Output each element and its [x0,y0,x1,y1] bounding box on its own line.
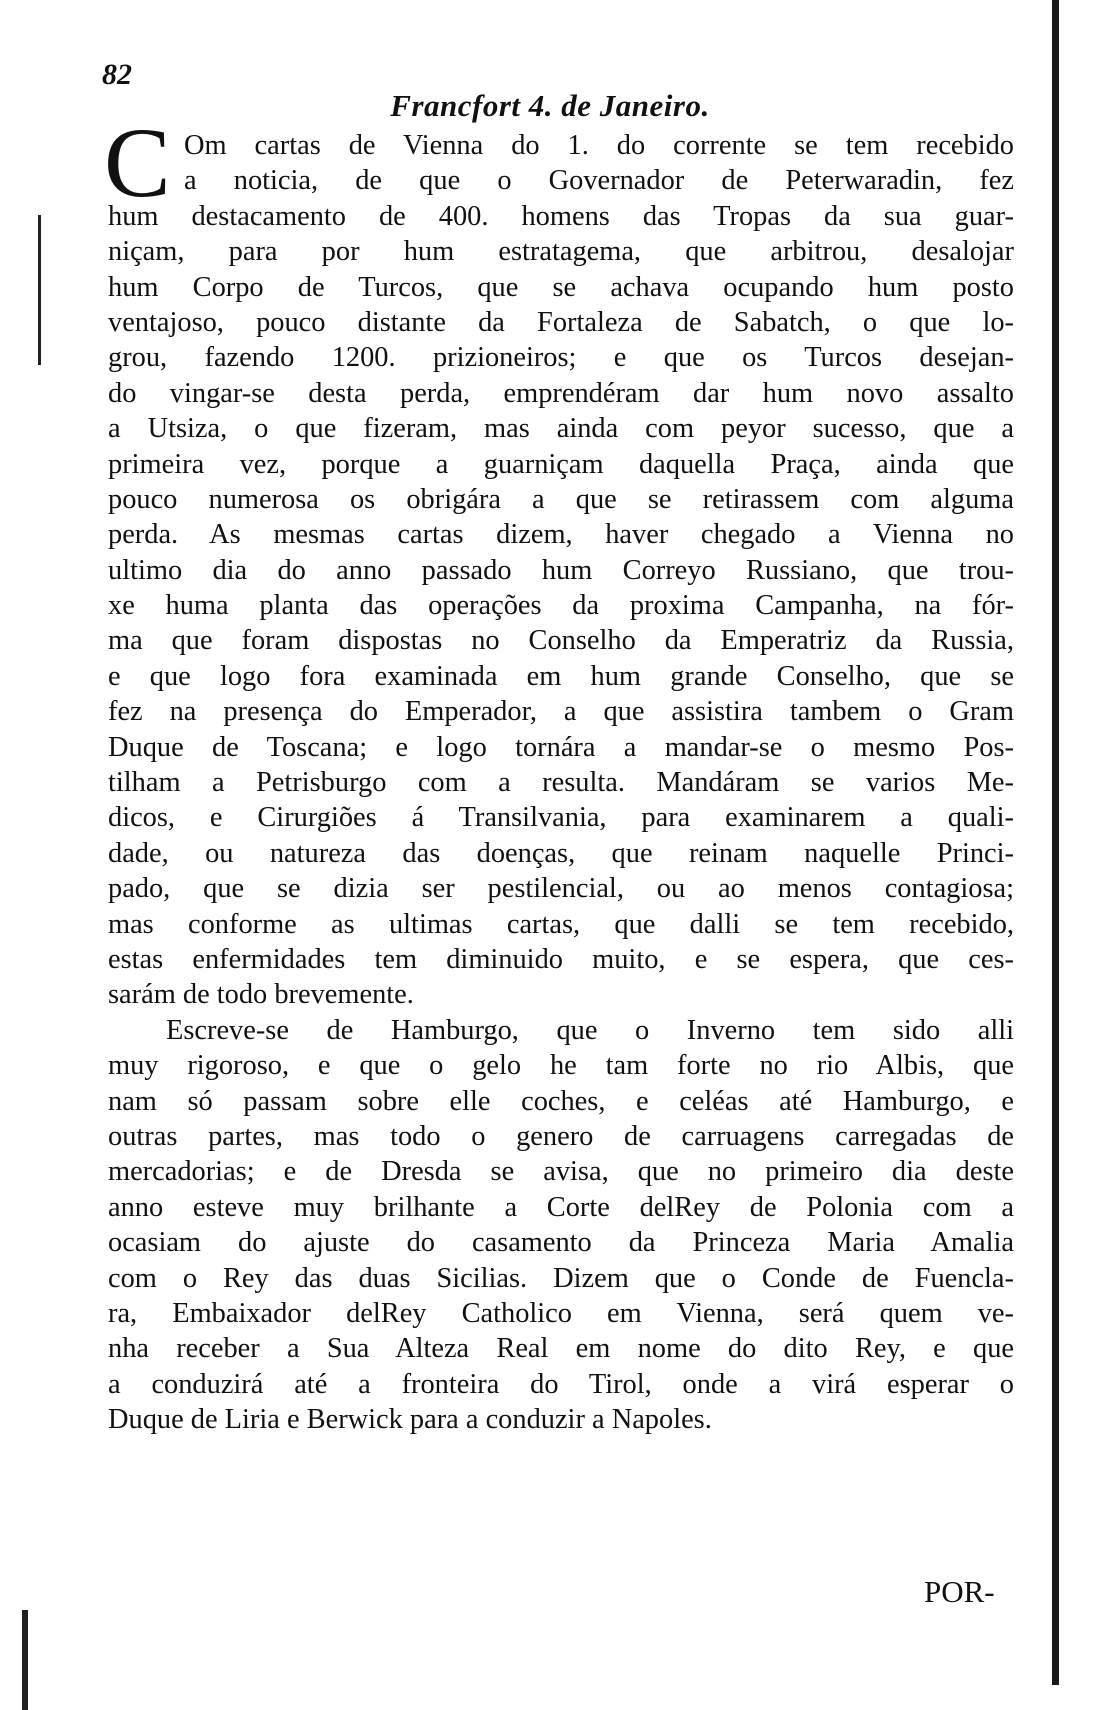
text-line: hum destacamento de 400. homens das Tropas da sua guar- [108,200,1014,232]
text-line: nam só passam sobre elle coches, e celéas até Hamburgo, e [108,1085,1014,1117]
left-margin-mark [38,215,41,365]
text-line: e que logo fora examinada em hum grande Conselho, que se [108,660,1014,692]
text-line: sarám de todo brevemente. [108,979,414,1011]
text-line: Om cartas de Vienna do 1. do corrente se tem recebido [184,130,1014,161]
text-line: do vingar-se desta perda, emprendéram dar hum novo assalto [108,377,1014,409]
text-line: xe huma planta das operações da proxima Campanha, na fór- [108,590,1014,622]
text-line: com o Rey das duas Sicilias. Dizem que o Conde de Fuencla- [108,1262,1014,1294]
text-line: ra, Embaixador delRey Catholico em Vienna, será quem ve- [108,1297,1014,1329]
text-line: a noticia, de que o Governador de Peterwaradin, fez [184,165,1014,197]
text-line: a conduzirá até a fronteira do Tirol, onde a virá esperar o [108,1368,1014,1400]
text-line: fez na presença do Emperador, a que assistira tambem o Gram [108,696,1014,728]
page-number: 82 [102,58,132,91]
text-line: outras partes, mas todo o genero de carruagens carregadas de [108,1120,1014,1152]
catchword: POR- [924,1574,995,1609]
text-line: perda. As mesmas cartas dizem, haver chegado a Vienna no [108,519,1014,551]
text-line: estas enfermidades tem diminuido muito, e se espera, que ces- [108,943,1014,975]
drop-cap: C [104,107,171,218]
text-line: pouco numerosa os obrigára a que se retirassem com alguma [108,483,1014,515]
text-line: mercadorias; e de Dresda se avisa, que no primeiro dia deste [108,1156,1014,1188]
text-line: ma que foram dispostas no Conselho da Emperatriz da Russia, [108,625,1014,657]
text-line: niçam, para por hum estratagema, que arbitrou, desalojar [108,236,1014,268]
page-binding-edge [1052,0,1059,1685]
text-line: Duque de Liria e Berwick para a conduzir a Napoles. [108,1404,712,1436]
text-line: nha receber a Sua Alteza Real em nome do dito Rey, e que [108,1333,1014,1365]
text-line: dicos, e Cirurgiões á Transilvania, para examinarem a quali- [108,802,1014,834]
text-line: ventajoso, pouco distante da Fortaleza de Sabatch, o que lo- [108,306,1014,338]
text-line: pado, que se dizia ser pestilencial, ou ao menos contagiosa; [108,873,1014,905]
text-line: mas conforme as ultimas cartas, que dalli se tem recebido, [108,908,1014,940]
text-line: Escreve-se de Hamburgo, que o Inverno tem sido alli [166,1014,1014,1046]
text-line: ocasiam do ajuste do casamento da Princeza Maria Amalia [108,1227,1014,1259]
text-line: a Utsiza, o que fizeram, mas ainda com peyor sucesso, que a [108,413,1014,445]
text-line: primeira vez, porque a guarniçam daquella Praça, ainda que [108,448,1014,480]
dateline-heading: Francfort 4. de Janeiro. [390,88,710,123]
left-margin-mark [22,1610,28,1710]
text-line: tilham a Petrisburgo com a resulta. Mandáram se varios Me- [108,767,1014,799]
text-line: ultimo dia do anno passado hum Correyo Russiano, que trou- [108,554,1014,586]
text-line: hum Corpo de Turcos, que se achava ocupando hum posto [108,271,1014,303]
text-line: dade, ou natureza das doenças, que reinam naquelle Princi- [108,837,1014,869]
text-line: grou, fazendo 1200. prizioneiros; e que os Turcos desejan- [108,342,1014,374]
text-line: Duque de Toscana; e logo tornára a mandar-se o mesmo Pos- [108,731,1014,763]
article-body [108,128,1014,1437]
text-line: muy rigoroso, e que o gelo he tam forte no rio Albis, que [108,1050,1014,1082]
text-line: anno esteve muy brilhante a Corte delRey de Polonia com a [108,1191,1014,1223]
